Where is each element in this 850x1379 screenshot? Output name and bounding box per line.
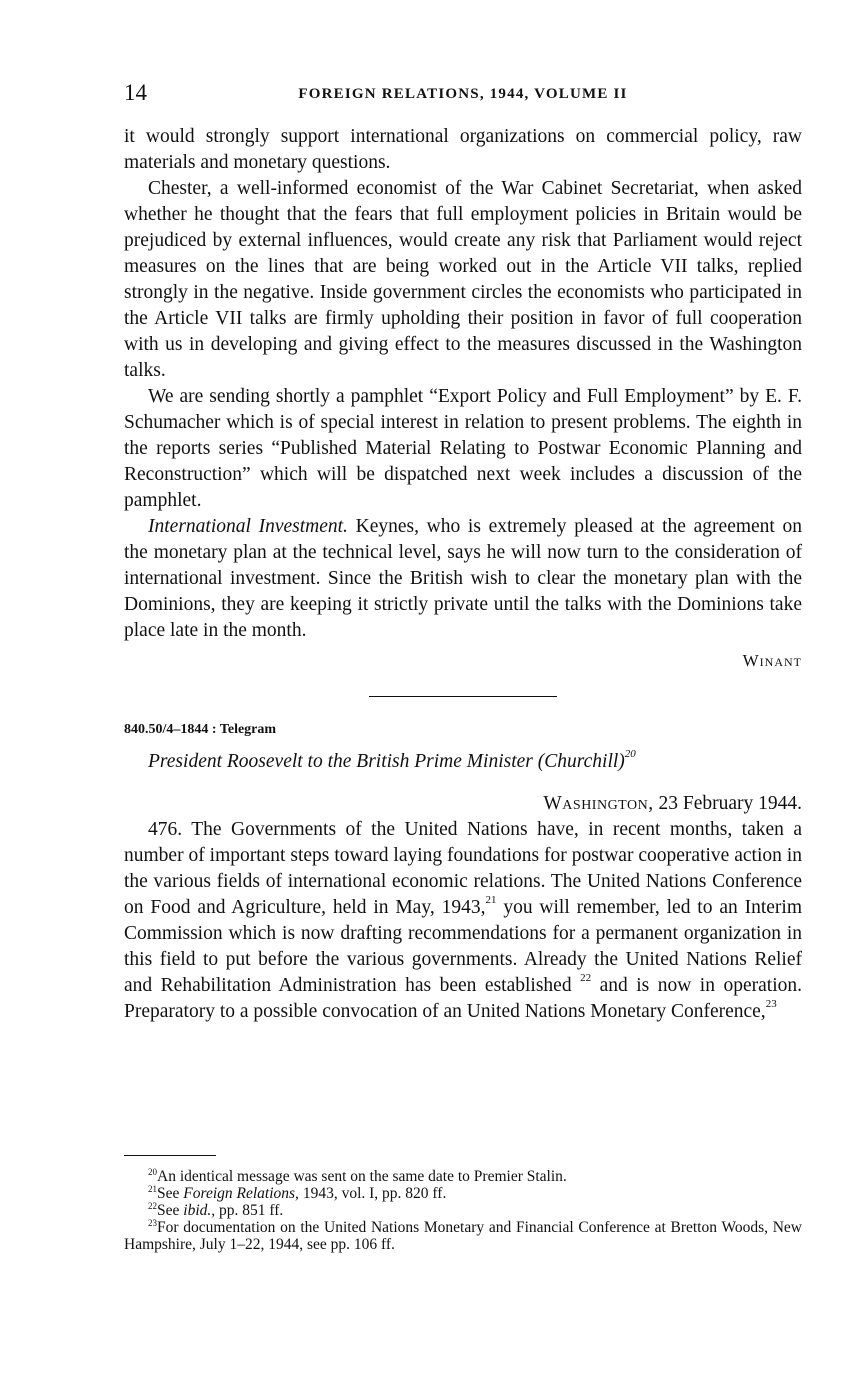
document-title xyxy=(124,749,802,775)
footnote-ref: 20 xyxy=(624,748,636,760)
paragraph-text: 476. The Governments of the United Nations have, in recent months, taken a number of important steps toward laying foundations for postwar cooperative action in the various fields of international economic relations. The United Nations Conference on Food and Agriculture, held in May, 1943, xyxy=(124,819,802,918)
footnote-text: See xyxy=(157,1202,184,1219)
file-reference: 840.50/4–1844 : Telegram xyxy=(124,722,277,737)
footnote-number: 21 xyxy=(148,1184,157,1194)
footnote-text: See xyxy=(157,1185,184,1202)
footnote-text: pp. 851 ff. xyxy=(215,1202,284,1219)
footnote-number: 20 xyxy=(148,1167,157,1177)
paragraph: We are sending shortly a pamphlet “Export Policy and Full Employment” by E. F. Schumacher which is of special interest in relation to present problems. The eighth in the reports series “Published Material Relating to Postwar Economic Planning and Reconstruction” which will be dispatched next week includes a discussion of the pamphlet. xyxy=(124,386,802,511)
footnotes xyxy=(124,1168,802,1253)
section-heading: International Investment. xyxy=(148,516,348,537)
page-header xyxy=(124,80,802,108)
document-title-text: President Roosevelt to the British Prime Minister (Churchill) xyxy=(148,751,625,772)
running-title: FOREIGN RELATIONS, 1944, VOLUME II xyxy=(298,86,628,102)
footnote xyxy=(124,1168,802,1185)
footnote-citation: Foreign Relations, xyxy=(183,1185,299,1202)
footnote-text: 1943, vol. I, pp. 820 ff. xyxy=(298,1185,447,1202)
footnote-number: 22 xyxy=(148,1201,157,1211)
paragraph: it would strongly support international organizations on commercial policy, raw materials and monetary questions. xyxy=(124,126,802,173)
paragraph-text: and is now in operation. Preparatory to a possible convocation of an United Nations Monetary Conference, xyxy=(124,975,802,1022)
paragraph-text: Keynes, who is extremely pleased at the agreement on the monetary plan at the technical level, says he will now turn to the consideration of international investment. Since the British wish to clear the monetary plan with the Dominions, they are keeping it strictly private until the talks with the Dominions take place late in the month. xyxy=(124,516,803,641)
paragraph-text: you will remember, led to an Interim Commission which is now drafting recommendations for a permanent organization in this field to put before the various governments. Already the United Nations Relief and Rehabilitation Administration has been established xyxy=(124,897,803,996)
footnote xyxy=(124,1219,802,1253)
footnote-ref: 23 xyxy=(765,998,777,1010)
section-divider xyxy=(369,696,557,697)
dateline-place: Washington, xyxy=(543,793,654,814)
dateline-date: 23 February 1944. xyxy=(658,793,802,814)
page-number: 14 xyxy=(124,80,147,105)
footnote-ref: 21 xyxy=(485,894,497,906)
footnote-ref: 22 xyxy=(580,972,592,984)
footnote-text: An identical message was sent on the same date to Premier Stalin. xyxy=(157,1168,567,1185)
footnote-text: For documentation on the United Nations Monetary and Financial Conference at Bretton Woods, New Hampshire, July 1–22, 1944, see pp. 106 ff. xyxy=(124,1219,802,1253)
footnote xyxy=(124,1202,802,1219)
paragraph xyxy=(124,817,802,1025)
footnote-citation: ibid., xyxy=(183,1202,216,1219)
footnote-number: 23 xyxy=(148,1218,157,1228)
signature: Winant xyxy=(742,651,802,670)
main-text xyxy=(124,124,802,1025)
footnote xyxy=(124,1185,802,1202)
footnote-divider xyxy=(124,1155,216,1156)
paragraph: Chester, a well-informed economist of the War Cabinet Secretariat, when asked whether he thought that the fears that full employment policies in Britain would be prejudiced by external influences, would create any risk that Parliament would reject measures on the lines that are being worked out in the Article VII talks, replied strongly in the negative. Inside government circles the economists who participated in the Article VII talks are firmly upholding their position in favor of full cooperation with us in developing and giving effect to the measures discussed in the Washington talks. xyxy=(124,178,802,381)
dateline xyxy=(124,791,802,817)
paragraph xyxy=(124,514,802,644)
